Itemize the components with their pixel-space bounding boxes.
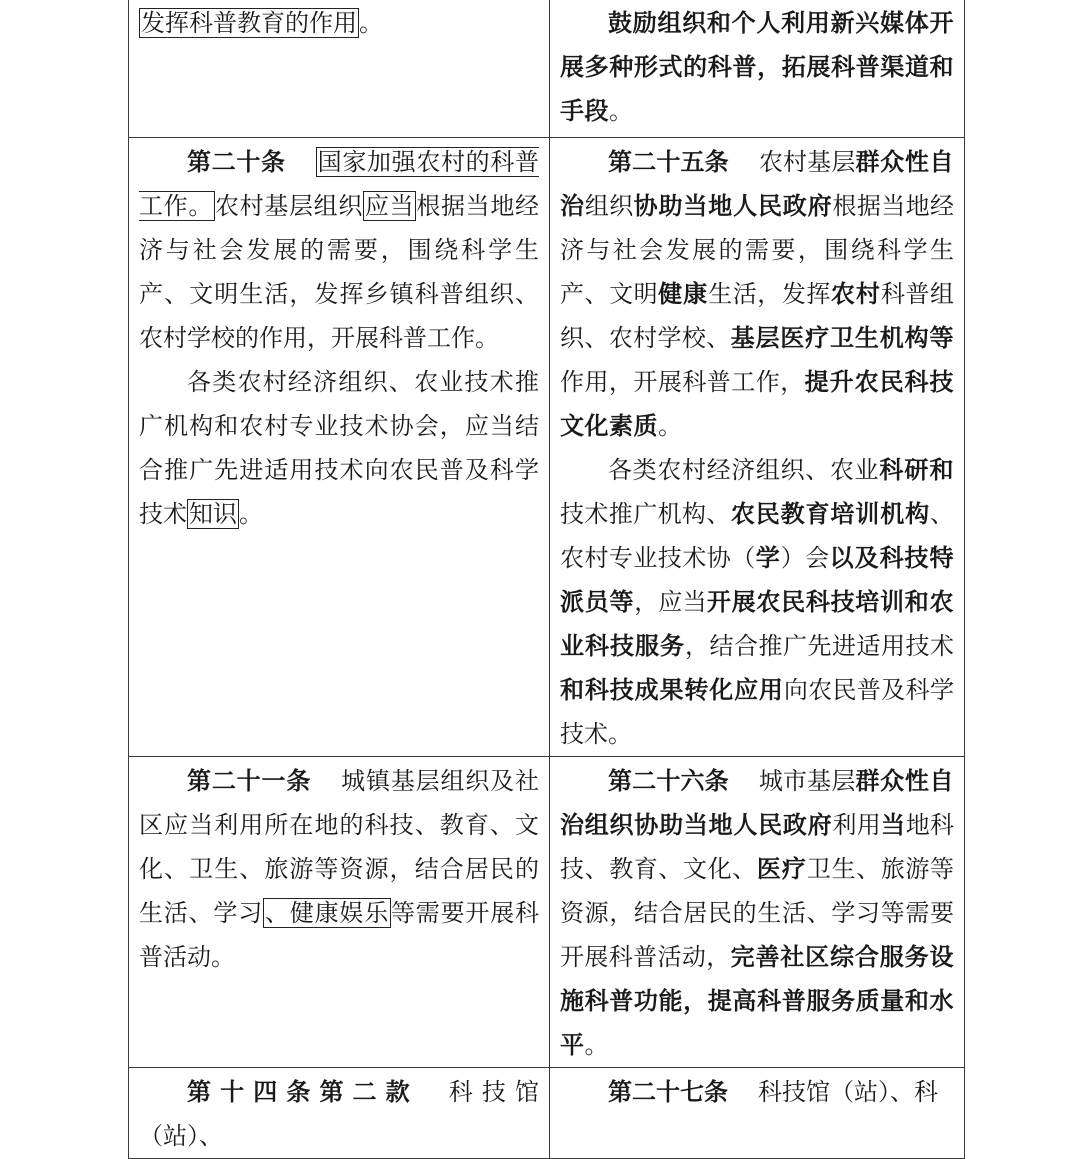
bold-text: 医疗: [756, 855, 808, 883]
bold-text: 开展农民科技培训和农业科技服务: [560, 588, 955, 660]
text-segment: ，结合推广先进适用技术: [685, 632, 954, 660]
paragraph: [139, 759, 539, 979]
bold-text: 完善社区综合服务设施科普功能，提高科普服务质量和水平: [560, 943, 955, 1059]
bold-text: 以及科技特派员等: [560, 544, 955, 616]
bold-text: 农村: [830, 280, 881, 308]
text-segment: 科技馆（站）、: [139, 1078, 540, 1150]
table-row: [129, 138, 965, 757]
article-number: 第二十六条: [608, 767, 729, 795]
bold-text: 提升农民科技文化素质: [560, 368, 955, 440]
article-number: 第二十五条: [608, 148, 729, 176]
text-segment: ）会: [780, 544, 830, 572]
text-segment: 。: [658, 412, 682, 440]
text-segment: 。: [584, 1031, 609, 1059]
table-row: [129, 0, 965, 138]
table-row: [129, 757, 965, 1068]
paragraph: [560, 1, 954, 133]
boxed-text: 知识: [189, 500, 237, 528]
paragraph: [139, 360, 539, 536]
bold-text: 农民教育培训机构: [730, 500, 931, 528]
text-segment: 。: [239, 500, 263, 528]
text-segment: 科普组织、农村学校、: [560, 280, 955, 352]
text-segment: 作用，开展科普工作，: [560, 368, 805, 396]
paragraph: [139, 1, 539, 45]
new-text-cell: [550, 1068, 965, 1159]
text-segment: 农村基层组织: [215, 192, 363, 220]
bold-text: 群众性自治组织协助当地人民政府: [560, 767, 955, 839]
paragraph: [139, 140, 539, 360]
text-segment: 卫生、旅游等资源，结合居民的生活、学习等需要开展科普活动，: [560, 855, 955, 971]
boxed-text: 、健康娱乐: [265, 899, 389, 927]
text-segment: 生活，发挥: [708, 280, 831, 308]
text-segment: 城镇基层组织及社区应当利用所在地的科技、教育、文化、卫生、旅游等资源，结合居民的生活、学习: [139, 767, 540, 927]
text-segment: 根据当地经济与社会发展的需要，围绕科学生产、文明: [560, 192, 955, 308]
bold-text: 当: [880, 811, 906, 839]
bold-text: 和科技成果转化应用: [560, 676, 784, 704]
text-segment: 地科技、教育、文化、: [560, 811, 955, 883]
new-text-cell: [550, 138, 965, 757]
new-text-cell: [550, 0, 965, 138]
old-text-cell: [129, 138, 550, 757]
bold-text: 协助当地人民政府: [633, 192, 833, 220]
old-text-cell: [129, 1068, 550, 1159]
article-number: 第二十一条: [187, 767, 312, 795]
text-segment: 技术推广机构、: [560, 500, 731, 528]
old-text-cell: [129, 0, 550, 138]
text-segment: 组织: [584, 192, 634, 220]
article-number: 第十四条第二款: [187, 1078, 419, 1106]
paragraph: [560, 140, 954, 448]
text-segment: 向农民普及科学技术。: [560, 676, 955, 748]
text-segment: 利用: [832, 811, 881, 839]
new-text-cell: [550, 757, 965, 1068]
paragraph: [560, 448, 954, 756]
boxed-text: 国家加强农村的科普工作。: [139, 148, 540, 220]
text-segment: 城市基层: [758, 767, 856, 795]
bold-text: 群众性自治: [560, 148, 955, 220]
bold-text: 基层医疗卫生机构等: [730, 324, 955, 352]
text-segment: 各类农村经济组织、农业技术推广机构和农村专业技术协会，应当结合推广先进适用技术向农民普及科学技术: [139, 368, 539, 528]
bold-text: 健康: [658, 280, 709, 308]
text-segment: 农村基层: [758, 148, 856, 176]
comparison-table: [128, 0, 965, 1159]
text-segment: 各类农村经济组织、农业: [608, 456, 880, 484]
bold-text: 鼓励组织和个人利用新兴媒体开展多种形式的科普，拓展科普渠道和手段: [560, 9, 954, 125]
boxed-text: 应当: [365, 192, 415, 220]
bold-text: 学: [755, 544, 781, 572]
text-segment: 根据当地经济与社会发展的需要，围绕科学生产、文明生活，发挥乡镇科普组织、农村学校的作用，开展科普工作。: [139, 192, 540, 352]
bold-text: 科研和: [879, 456, 955, 484]
text-segment: 等需要开展科普活动。: [139, 899, 539, 971]
article-number: 第二十条: [187, 148, 286, 176]
paragraph: [139, 1070, 539, 1158]
boxed-text: 发挥科普教育的作用: [141, 9, 357, 37]
text-segment: 科技馆（站）、科: [758, 1078, 938, 1106]
paragraph: [560, 759, 954, 1067]
text-segment: 、农村专业技术协（: [560, 500, 955, 572]
text-segment: 。: [609, 97, 633, 125]
paragraph: [560, 1070, 954, 1114]
table-row: [129, 1068, 965, 1159]
old-text-cell: [129, 757, 550, 1068]
text-segment: ，应当: [634, 588, 707, 616]
text-segment: 。: [359, 9, 383, 37]
article-number: 第二十七条: [608, 1078, 728, 1106]
